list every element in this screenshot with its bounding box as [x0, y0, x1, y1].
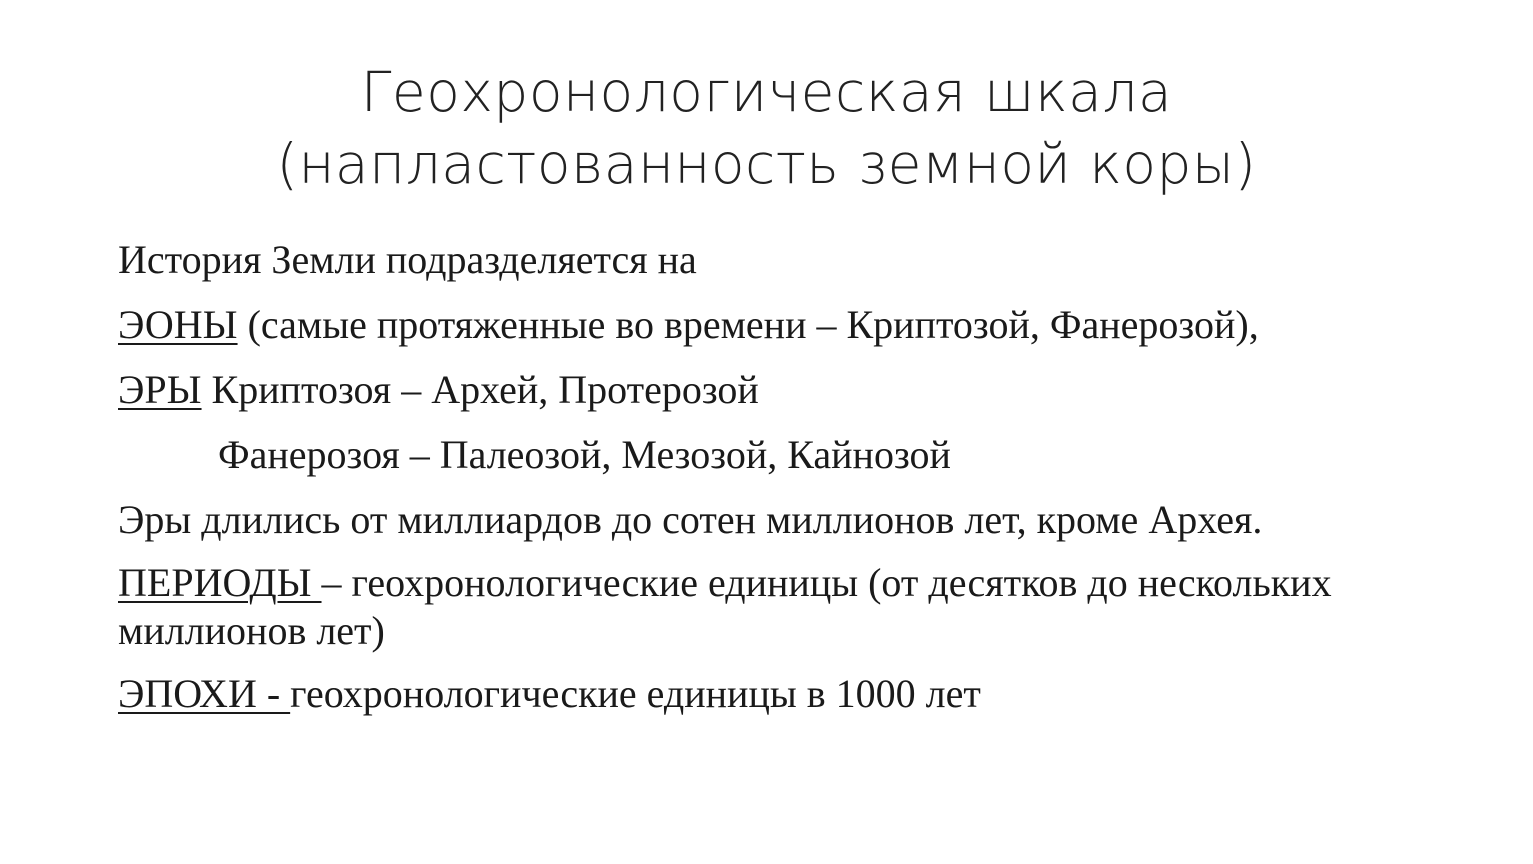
eons-term: ЭОНЫ: [118, 302, 238, 347]
slide-body: [118, 234, 1498, 733]
intro-line: История Земли подразделяется на: [118, 237, 697, 282]
periods-text: – геохронологические единицы (от десятков до нескольких миллионов лет): [118, 560, 1332, 653]
epochs-text: геохронологические единицы в 1000 лет: [290, 671, 981, 716]
periods-line: [118, 559, 1498, 655]
eons-line: [118, 299, 1498, 351]
eras-term: ЭРЫ: [118, 367, 202, 412]
eras-line: [118, 364, 1498, 416]
title-line-2: (напластованность земной коры): [276, 132, 1257, 196]
periods-term: ПЕРИОДЫ: [118, 560, 322, 605]
title-line-1: Геохронологическая шкала: [360, 60, 1173, 124]
slide-title: [0, 56, 1533, 200]
epochs-term: ЭПОХИ -: [118, 671, 291, 716]
eras-phanerozoic-line: Фанерозоя – Палеозой, Мезозой, Кайнозой: [218, 432, 951, 477]
eras-text: Криптозоя – Архей, Протерозой: [201, 367, 759, 412]
epochs-line: [118, 668, 1498, 720]
eons-text: (самые протяженные во времени – Криптозой, Фанерозой),: [237, 302, 1259, 347]
eras-duration-line: Эры длились от миллиардов до сотен миллионов лет, кроме Архея.: [118, 497, 1263, 542]
